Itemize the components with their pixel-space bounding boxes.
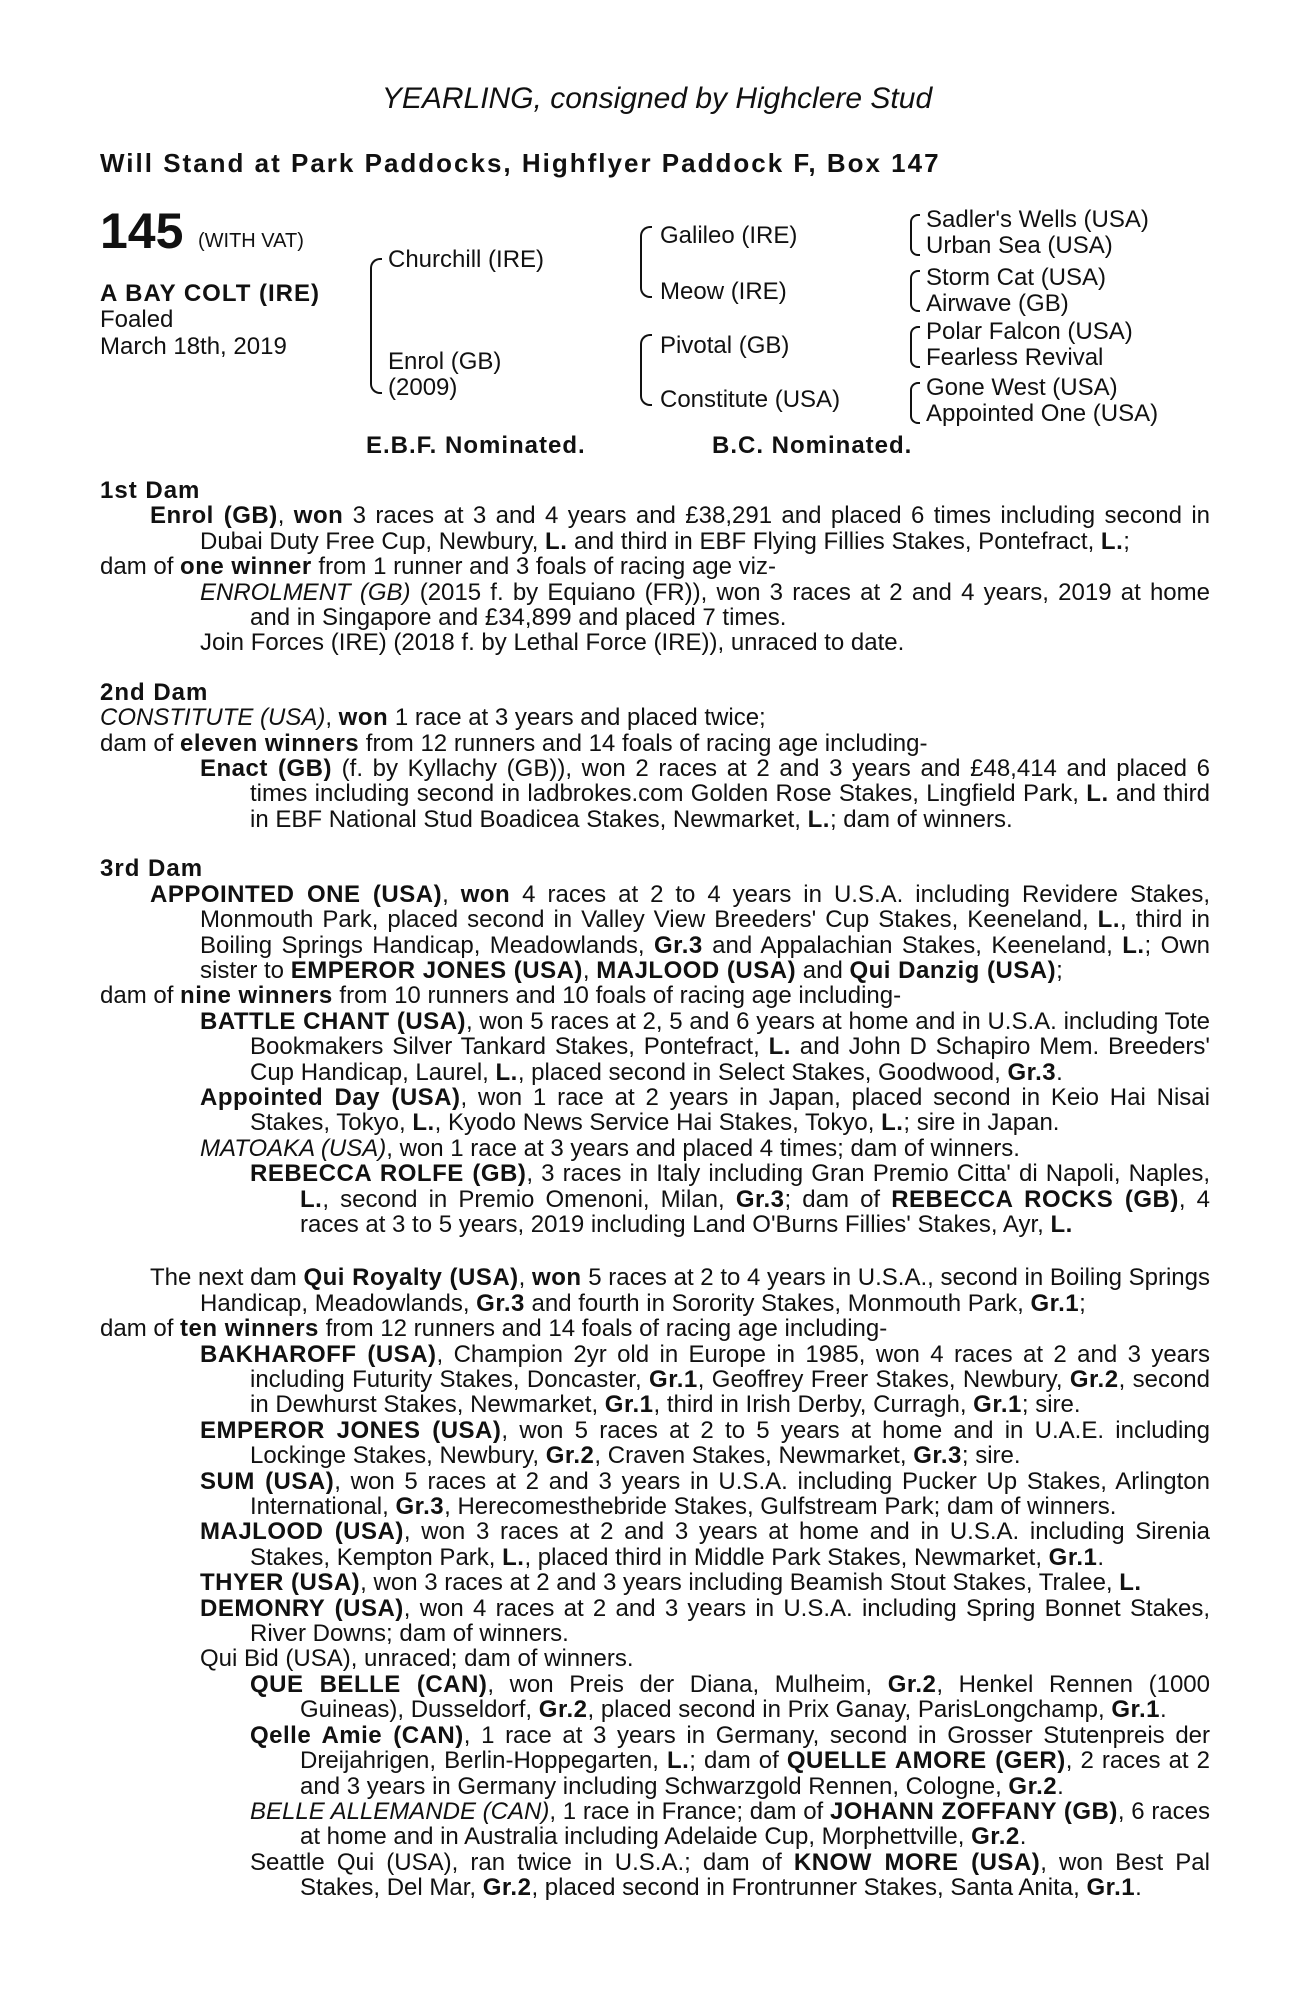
produce-qui-bid: Qui Bid (USA), unraced; dam of winners. bbox=[200, 1645, 634, 1673]
dam-dam: Constitute (USA) bbox=[660, 386, 841, 413]
produce-demonry: DEMONRY (USA), won 4 races at 2 and 3 years in U.S.A. including Spring Bonnet Stakes, River Downs; dam of winners. bbox=[200, 1594, 1210, 1648]
location-line: Will Stand at Park Paddocks, Highflyer Paddock F, Box 147 bbox=[100, 148, 941, 178]
produce-enrolment: ENROLMENT (GB) (2015 f. by Equiano (FR)), won 3 races at 2 and 4 years, 2019 at home and in Singapore and £34,899 and placed 7 times. bbox=[200, 578, 1210, 632]
catalogue-text bbox=[100, 478, 1210, 1901]
produce-rebecca-rolfe: REBECCA ROLFE (GB), 3 races in Italy including Gran Premio Citta' di Napoli, Naples, L., second in Premio Omenoni, Milan, Gr.3; dam of REBECCA ROCKS (GB), 4 races at 3 to 5 years, 2019 including Land O'Burns Fillies' Stakes, Ayr, L. bbox=[250, 1160, 1211, 1238]
gp-bracket-2 bbox=[910, 270, 920, 312]
produce-emperor-jones: EMPEROR JONES (USA), won 5 races at 2 to 5 years at home and in U.A.E. including Lockinge Stakes, Newbury, Gr.2, Craven Stakes, Newmarket, Gr.3; sire. bbox=[200, 1416, 1211, 1470]
gp-airwave: Airwave (GB) bbox=[926, 290, 1069, 317]
horse-description: A BAY COLT (IRE) bbox=[100, 280, 321, 307]
gp-sadlers-wells: Sadler's Wells (USA) bbox=[926, 206, 1149, 233]
gp-polar-falcon: Polar Falcon (USA) bbox=[926, 318, 1133, 345]
second-dam-record: CONSTITUTE (USA), won 1 race at 3 years and placed twice; bbox=[100, 704, 766, 732]
dam-name: Enrol (GB) bbox=[388, 348, 502, 375]
gp-bracket-1 bbox=[910, 214, 920, 256]
third-dam-record: APPOINTED ONE (USA), won 4 races at 2 to 4 years in U.S.A. including Revidere Stakes, Monmouth Park, placed second in Valley View Breeders' Cup Stakes, Keeneland, L., third in Boiling Springs Handicap, Meadowlands, Gr.3 and Appalachian Stakes, Keeneland, L.; Own sister to EMPEROR JONES (USA), MAJLOOD (USA) and Qui Danzig (USA); bbox=[150, 880, 1211, 984]
foaled-label: Foaled bbox=[100, 306, 174, 333]
produce-bakharoff: BAKHAROFF (USA), Champion 2yr old in Europe in 1985, won 4 races at 2 and 3 years including Futurity Stakes, Doncaster, Gr.1, Geoffrey Freer Stakes, Newbury, Gr.2, second in Dewhurst Stakes, Newmarket, Gr.1, third in Irish Derby, Curragh, Gr.1; sire. bbox=[200, 1340, 1211, 1419]
horse-name: Enrol (GB) bbox=[150, 502, 278, 530]
produce-appointed-day: Appointed Day (USA), won 1 race at 2 years in Japan, placed second in Keio Hai Nisai Stakes, Tokyo, L., Kyodo News Service Hai Stakes, Tokyo, L.; sire in Japan. bbox=[200, 1083, 1210, 1137]
sire-name: Churchill (IRE) bbox=[388, 246, 545, 273]
dam-sire: Pivotal (GB) bbox=[660, 332, 790, 359]
gp-bracket-3 bbox=[910, 326, 920, 368]
vat-note: (WITH VAT) bbox=[198, 230, 304, 252]
third-dam-produce-summary: dam of nine winners from 10 runners and 10 foals of racing age including- bbox=[100, 982, 902, 1010]
bc-nominated: B.C. Nominated. bbox=[712, 432, 913, 459]
produce-belle-allemande: BELLE ALLEMANDE (CAN), 1 race in France; dam of JOHANN ZOFFANY (GB), 6 races at home and in Australia including Adelaide Cup, Morphettville, Gr.2. bbox=[250, 1797, 1211, 1851]
gp-urban-sea: Urban Sea (USA) bbox=[926, 232, 1113, 259]
sire-dam: Meow (IRE) bbox=[660, 278, 787, 305]
second-dam-heading: 2nd Dam bbox=[100, 678, 209, 706]
first-dam-record: Enrol (GB), won 3 races at 3 and 4 years and £38,291 and placed 6 times including second in Dubai Duty Free Cup, Newbury, L. and third in EBF Flying Fillies Stakes, Pontefract, L.; bbox=[150, 502, 1210, 555]
third-dam-heading: 3rd Dam bbox=[100, 855, 204, 883]
first-dam-produce-summary: dam of one winner from 1 runner and 3 foals of racing age viz- bbox=[100, 553, 776, 581]
consignment-line: YEARLING, consigned by Highclere Stud bbox=[381, 82, 933, 115]
gp-gone-west: Gone West (USA) bbox=[926, 374, 1118, 401]
produce-qelle-amie: Qelle Amie (CAN), 1 race at 3 years in Germany, second in Grosser Stutenpreis der Dreijahrigen, Berlin-Hoppegarten, L.; dam of QUELLE AMORE (GER), 2 races at 2 and 3 years in Germany including Schwarzgold Rennen, Cologne, Gr.2. bbox=[250, 1721, 1211, 1800]
next-dam-produce-summary: dam of ten winners from 12 runners and 14 foals of racing age including- bbox=[100, 1315, 888, 1343]
gp-appointed-one: Appointed One (USA) bbox=[926, 400, 1159, 427]
dam-year: (2009) bbox=[388, 374, 458, 401]
dam-parents-bracket bbox=[640, 334, 652, 406]
produce-que-belle: QUE BELLE (CAN), won Preis der Diana, Mulheim, Gr.2, Henkel Rennen (1000 Guineas), Dusseldorf, Gr.2, placed second in Prix Ganay, ParisLongchamp, Gr.1. bbox=[250, 1670, 1210, 1724]
gp-storm-cat: Storm Cat (USA) bbox=[926, 264, 1107, 291]
produce-enact: Enact (GB) (f. by Kyllachy (GB)), won 2 races at 2 and 3 years and £48,414 and placed 6 times including second in ladbrokes.com Golden Rose Stakes, Lingfield Park, L. and third in EBF National Stud Boadicea Stakes, Newmarket, L.; dam of winners. bbox=[200, 755, 1210, 833]
lot-number: 145 bbox=[100, 203, 184, 259]
produce-seattle-qui: Seattle Qui (USA), ran twice in U.S.A.; dam of KNOW MORE (USA), won Best Pal Stakes, Del Mar, Gr.2, placed second in Frontrunner Stakes, Santa Anita, Gr.1. bbox=[250, 1848, 1210, 1902]
ebf-nominated: E.B.F. Nominated. bbox=[366, 432, 586, 459]
foaled-date: March 18th, 2019 bbox=[100, 333, 287, 360]
next-dam-record: The next dam Qui Royalty (USA), won 5 races at 2 to 4 years in U.S.A., second in Boiling Springs Handicap, Meadowlands, Gr.3 and fourth in Sorority Stakes, Monmouth Park, Gr.1; bbox=[150, 1264, 1211, 1317]
gp-fearless-revival: Fearless Revival bbox=[926, 344, 1104, 371]
produce-matoaka: MATOAKA (USA), won 1 race at 3 years and placed 4 times; dam of winners. bbox=[200, 1134, 1020, 1162]
sire-parents-bracket bbox=[640, 226, 652, 298]
produce-sum: SUM (USA), won 5 races at 2 and 3 years in U.S.A. including Pucker Up Stakes, Arlington International, Gr.3, Herecomesthebride Stakes, Gulfstream Park; dam of winners. bbox=[200, 1467, 1210, 1521]
sire-sire: Galileo (IRE) bbox=[660, 222, 798, 249]
won-label: won bbox=[293, 502, 344, 530]
produce-join-forces: Join Forces (IRE) (2018 f. by Lethal Force (IRE)), unraced to date. bbox=[200, 629, 905, 657]
gp-bracket-4 bbox=[910, 382, 920, 424]
produce-battle-chant: BATTLE CHANT (USA), won 5 races at 2, 5 and 6 years at home and in U.S.A. including Tote Bookmakers Silver Tankard Stakes, Pontefract, L. and John D Schapiro Mem. Breeders' Cup Handicap, Laurel, L., placed second in Select Stakes, Goodwood, Gr.3. bbox=[200, 1007, 1210, 1086]
sire-dam-bracket bbox=[370, 258, 382, 394]
produce-thyer: THYER (USA), won 3 races at 2 and 3 years including Beamish Stout Stakes, Tralee, L. bbox=[200, 1569, 1142, 1597]
second-dam-produce-summary: dam of eleven winners from 12 runners and 14 foals of racing age including- bbox=[100, 729, 928, 757]
produce-majlood: MAJLOOD (USA), won 3 races at 2 and 3 years at home and in U.S.A. including Sirenia Stakes, Kempton Park, L., placed third in Middle Park Stakes, Newmarket, Gr.1. bbox=[200, 1518, 1210, 1571]
first-dam-heading: 1st Dam bbox=[100, 477, 201, 504]
